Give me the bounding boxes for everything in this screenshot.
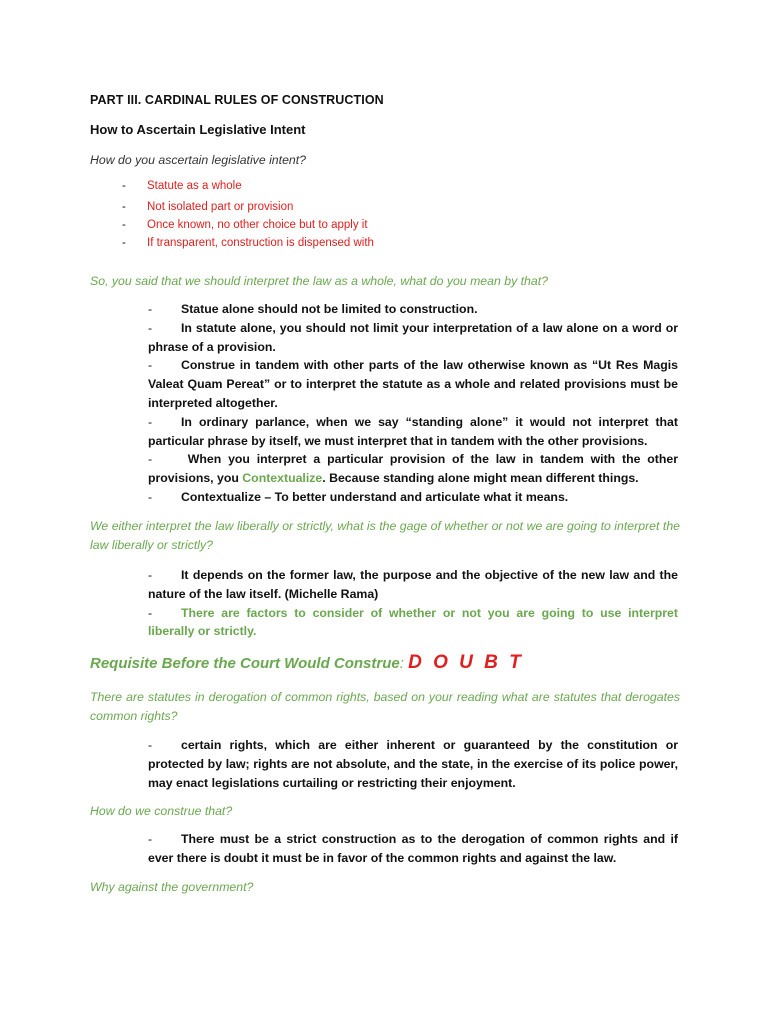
bullet-dash: - xyxy=(148,320,153,335)
answer-block-liberal-strict xyxy=(148,566,678,641)
list-item xyxy=(122,219,642,237)
bullet-dash: - xyxy=(148,568,153,582)
bullet-dash: - xyxy=(148,489,153,504)
answer-paragraph xyxy=(148,356,678,412)
bullet-dash: - xyxy=(122,180,126,192)
bullet-dash: - xyxy=(122,201,126,213)
answer-paragraph xyxy=(148,413,678,451)
bullet-dash: - xyxy=(148,605,153,620)
list-item xyxy=(122,201,642,219)
bullet-dash: - xyxy=(148,414,153,429)
answer-text: Construe in tandem with other parts of the law otherwise known as “Ut Res Magis Valeat Quam Pereat” or to interpret the statute as a whole and related provisions must be interpreted altogether. xyxy=(148,358,678,410)
requisite-heading xyxy=(90,652,524,674)
list-item xyxy=(122,237,642,255)
doubt-word: D O U B T xyxy=(408,652,524,673)
question-whole-law: So, you said that we should interpret the law as a whole, what do you mean by that? xyxy=(90,274,548,288)
answer-text: There must be a strict construction as to the derogation of common rights and if ever there is doubt it must be in favor of the common rights and against the law. xyxy=(148,832,678,865)
answer-paragraph xyxy=(148,488,678,507)
bullet-dash: - xyxy=(148,452,153,467)
answer-paragraph xyxy=(148,830,678,868)
requisite-colon: : xyxy=(399,655,409,672)
answer-paragraph xyxy=(148,736,678,792)
red-bullet-list xyxy=(122,180,642,255)
list-item-text: Once known, no other choice but to apply it xyxy=(147,219,368,231)
answer-paragraph xyxy=(148,450,678,488)
answer-paragraph xyxy=(148,604,678,642)
answer-text: There are factors to consider of whether or not you are going to use interpret liberally or strictly. xyxy=(148,605,678,639)
question-against-government: Why against the government? xyxy=(90,880,254,894)
contextualize-highlight: Contextualize xyxy=(242,471,323,486)
bullet-dash: - xyxy=(148,738,153,752)
answer-paragraph xyxy=(148,300,678,319)
question-liberal-strict: We either interpret the law liberally or strictly, what is the gage of whether or not we are going to interpret the law liberally or strictly? xyxy=(90,519,680,552)
question-common-rights: There are statutes in derogation of common rights, based on your reading what are statutes that derogates common rights? xyxy=(90,690,680,723)
answer-block-whole-law xyxy=(148,300,678,507)
answer-block-common-rights xyxy=(148,736,678,792)
answer-text: In ordinary parlance, when we say “standing alone” it would not interpret that particular phrase by itself, we must interpret that in tandem with the other provisions. xyxy=(148,414,678,448)
answer-text: In statute alone, you should not limit your interpretation of a law alone on a word or phrase of a provision. xyxy=(148,320,678,354)
list-item xyxy=(122,180,642,198)
answer-text: Statue alone should not be limited to construction. xyxy=(181,302,478,316)
list-item-text: If transparent, construction is dispensed with xyxy=(147,237,374,249)
section-heading: How to Ascertain Legislative Intent xyxy=(90,122,306,137)
part-heading: PART III. CARDINAL RULES OF CONSTRUCTION xyxy=(90,93,384,107)
bullet-dash: - xyxy=(148,358,153,373)
bullet-dash: - xyxy=(122,237,126,249)
bullet-dash: - xyxy=(122,219,126,231)
answer-text: certain rights, which are either inherent or guaranteed by the constitution or protected by law; rights are not absolute, and the state, in the exercise of its police power, may enact legislations curtailing or restricting their enjoyment. xyxy=(148,738,678,790)
list-item-text: Not isolated part or provision xyxy=(147,201,294,213)
question-construe: How do we construe that? xyxy=(90,804,233,818)
answer-paragraph xyxy=(148,566,678,604)
answer-paragraph xyxy=(148,319,678,357)
list-item-text: Statute as a whole xyxy=(147,180,242,192)
question-legislative-intent: How do you ascertain legislative intent? xyxy=(90,153,307,167)
requisite-label: Requisite Before the Court Would Construe xyxy=(90,655,400,672)
answer-block-construe xyxy=(148,830,678,868)
answer-text: . Because standing alone might mean different things. xyxy=(322,471,639,486)
answer-text: When you interpret a particular provision of the law in tandem with the other provisions, you xyxy=(148,452,678,486)
answer-text: It depends on the former law, the purpose and the objective of the new law and the nature of the law itself. (Michelle Rama) xyxy=(148,568,678,601)
answer-text: Contextualize – To better understand and articulate what it means. xyxy=(181,489,569,504)
bullet-dash: - xyxy=(148,302,153,316)
bullet-dash: - xyxy=(148,832,153,846)
